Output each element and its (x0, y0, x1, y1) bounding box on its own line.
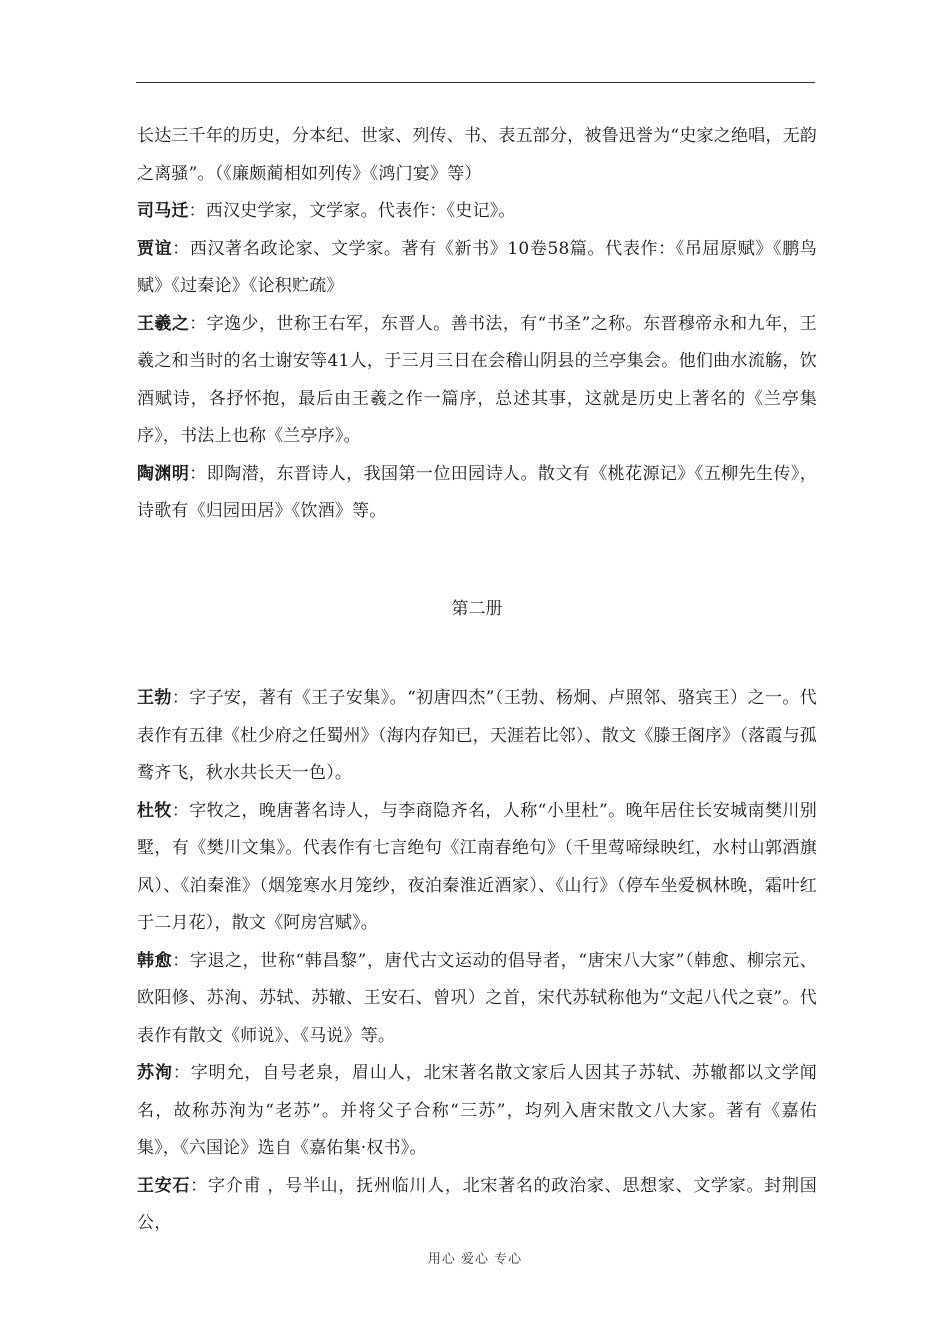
header-rule (136, 82, 815, 83)
entry-text: ：字子安，著有《王子安集》。“初唐四杰”（王勃、杨炯、卢照邻、骆宾王）之一。代表作有五律《杜少府之任蜀州》（海内存知已，天涯若比邻）、散文《滕王阁序》（落霞与孤鹜齐飞，秋水共长天一色）。 (137, 688, 817, 783)
entry-term: 陶渊明 (137, 463, 190, 484)
entry-shiji-continuation (137, 118, 817, 193)
page-body (137, 118, 818, 1233)
entry-term: 王安石 (137, 1175, 191, 1196)
entry-text: ：西汉著名政论家、文学家。著有《新书》10卷58篇。代表作：《吊屈原赋》《鹏鸟赋》《过秦论》《论积贮疏》 (137, 238, 818, 296)
entry-term: 贾谊 (137, 238, 173, 259)
entry-term: 王羲之 (137, 313, 190, 334)
page-footer: 用心 爱心 专心 (427, 1252, 523, 1267)
entry-text: ：字介甫 ，号半山，抚州临川人，北宋著名的政治家、思想家、文学家。封荆国公， (137, 1175, 817, 1233)
entry-wang-anshi (137, 1168, 817, 1243)
entry-jia-yi (137, 231, 817, 306)
entry-han-yu (137, 943, 817, 1056)
entry-du-mu (137, 793, 817, 943)
entry-term: 韩愈 (137, 950, 173, 971)
entry-sima-qian (137, 193, 817, 231)
section-one (137, 118, 817, 531)
entry-text: ：即陶潜，东晋诗人，我国第一位田园诗人。散文有《桃花源记》《五柳先生传》，诗歌有《归园田居》《饮酒》等。 (137, 463, 817, 521)
section-heading: 第二册 (451, 599, 503, 619)
entry-text: 长达三千年的历史，分本纪、世家、列传、书、表五部分，被鲁迅誉为“史家之绝唱，无韵之离骚”。（《廉颇蔺相如列传》《鸿门宴》等） (137, 126, 817, 184)
entry-term: 苏洵 (137, 1063, 173, 1083)
entry-wang-xizhi (137, 306, 817, 456)
entry-text: ：字明允，自号老泉，眉山人，北宋著名散文家后人因其子苏轼、苏辙都以文学闻名，故称苏洵为“老苏”。并将父子合称“三苏”，均列入唐宋散文八大家。著有《嘉佑集》，《六国论》选自《嘉佑集·权书》。 (137, 1063, 817, 1158)
entry-text: ：西汉史学家，文学家。代表作：《史记》。 (188, 201, 516, 221)
entry-tao-yuanming (137, 456, 817, 531)
entry-term: 司马迁 (137, 201, 189, 221)
entry-text: ：字退之，世称“韩昌黎”，唐代古文运动的倡导者，“唐宋八大家”（韩愈、柳宗元、欧阳修、苏洵、苏轼、苏辙、王安石、曾巩）之首，宋代苏轼称他为“文起八代之衰”。代表作有散文《师说》、《马说》等。 (137, 950, 818, 1046)
entry-text: ：字逸少，世称王右军，东晋人。善书法，有“书圣”之称。东晋穆帝永和九年，王羲之和当时的名士谢安等41人，于三月三日在会稽山阴县的兰亭集会。他们曲水流觞，饮酒赋诗，各抒怀抱，最后由王羲之作一篇序，总述其事，这就是历史上著名的《兰亭集序》，书法上也称《兰亭序》。 (137, 313, 817, 446)
entry-su-xun (137, 1055, 817, 1168)
entry-term: 王勃 (137, 688, 172, 708)
entry-wang-bo (137, 680, 817, 793)
entry-text: ：字牧之，晚唐著名诗人，与李商隐齐名，人称“小里杜”。晚年居住长安城南樊川别墅，有《樊川文集》。代表作有七言绝句《江南春绝句》（千里莺啼绿映红，水村山郭酒旗风）、《泊秦淮》（烟笼寒水月笼纱，夜泊秦淮近酒家）、《山行》（停车坐爱枫林晚，霜叶红于二月花），散文《阿房宫赋》。 (137, 800, 817, 933)
section-two (137, 680, 817, 1243)
entry-term: 杜牧 (137, 800, 172, 821)
